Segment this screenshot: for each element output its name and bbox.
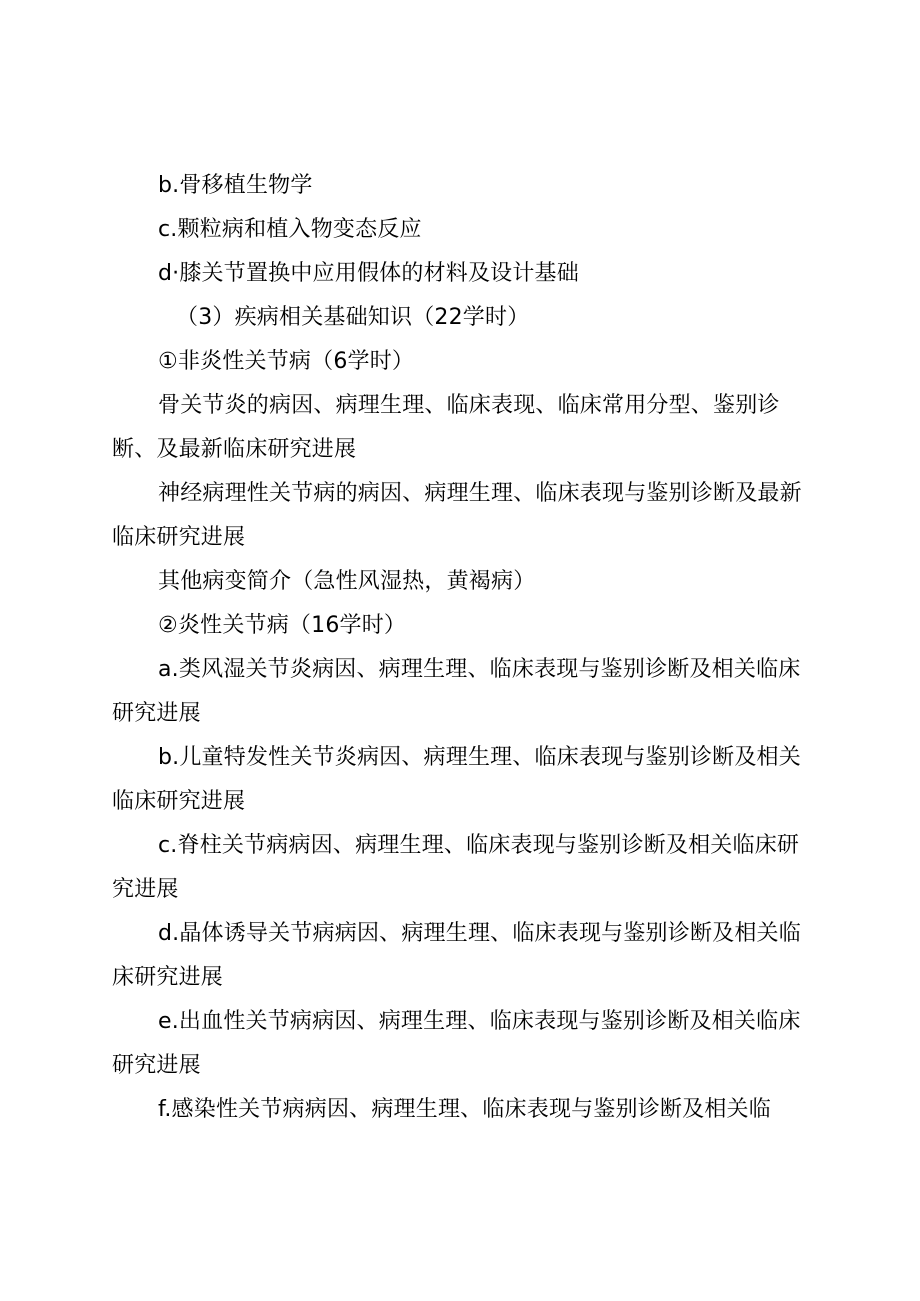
- paragraph-bone-graft-biology: b.骨移植生物学: [158, 173, 313, 198]
- paragraph-neuropathic-arthropathy: 神经病理性关节病的病因、病理生理、临床表现与鉴别诊断及最新临床研究进展: [112, 481, 802, 550]
- paragraph-infectious-arthropathy: f.感染性关节病病因、病理生理、临床表现与鉴别诊断及相关临: [158, 1097, 771, 1122]
- paragraph-rheumatoid-arthritis: a.类风湿关节炎病因、病理生理、临床表现与鉴别诊断及相关临床研究进展: [112, 657, 801, 726]
- section-heading-disease-basics: （3）疾病相关基础知识（22学时）: [176, 305, 530, 330]
- paragraph-crystal-arthropathy: d.晶体诱导关节病病因、病理生理、临床表现与鉴别诊断及相关临床研究进展: [112, 921, 801, 990]
- paragraph-osteoarthritis: 骨关节炎的病因、病理生理、临床表现、临床常用分型、鉴别诊断、及最新临床研究进展: [112, 393, 780, 462]
- paragraph-other-lesions: 其他病变简介（急性风湿热，黄褐病）: [158, 569, 536, 594]
- subheading-inflammatory: ②炎性关节病（16学时）: [158, 613, 407, 638]
- paragraph-hemorrhagic-arthropathy: e.出血性关节病病因、病理生理、临床表现与鉴别诊断及相关临床研究进展: [112, 1009, 801, 1078]
- paragraph-juvenile-arthritis: b.儿童特发性关节炎病因、病理生理、临床表现与鉴别诊断及相关临床研究进展: [112, 745, 801, 814]
- document-body: [112, 164, 812, 1132]
- paragraph-spondyloarthropathy: c.脊柱关节病病因、病理生理、临床表现与鉴别诊断及相关临床研究进展: [112, 833, 800, 902]
- subheading-non-inflammatory: ①非炎性关节病（6学时）: [158, 349, 415, 374]
- paragraph-knee-prosthesis-materials: d·膝关节置换中应用假体的材料及设计基础: [158, 261, 579, 286]
- paragraph-particle-disease: c.颗粒病和植入物变态反应: [158, 217, 422, 242]
